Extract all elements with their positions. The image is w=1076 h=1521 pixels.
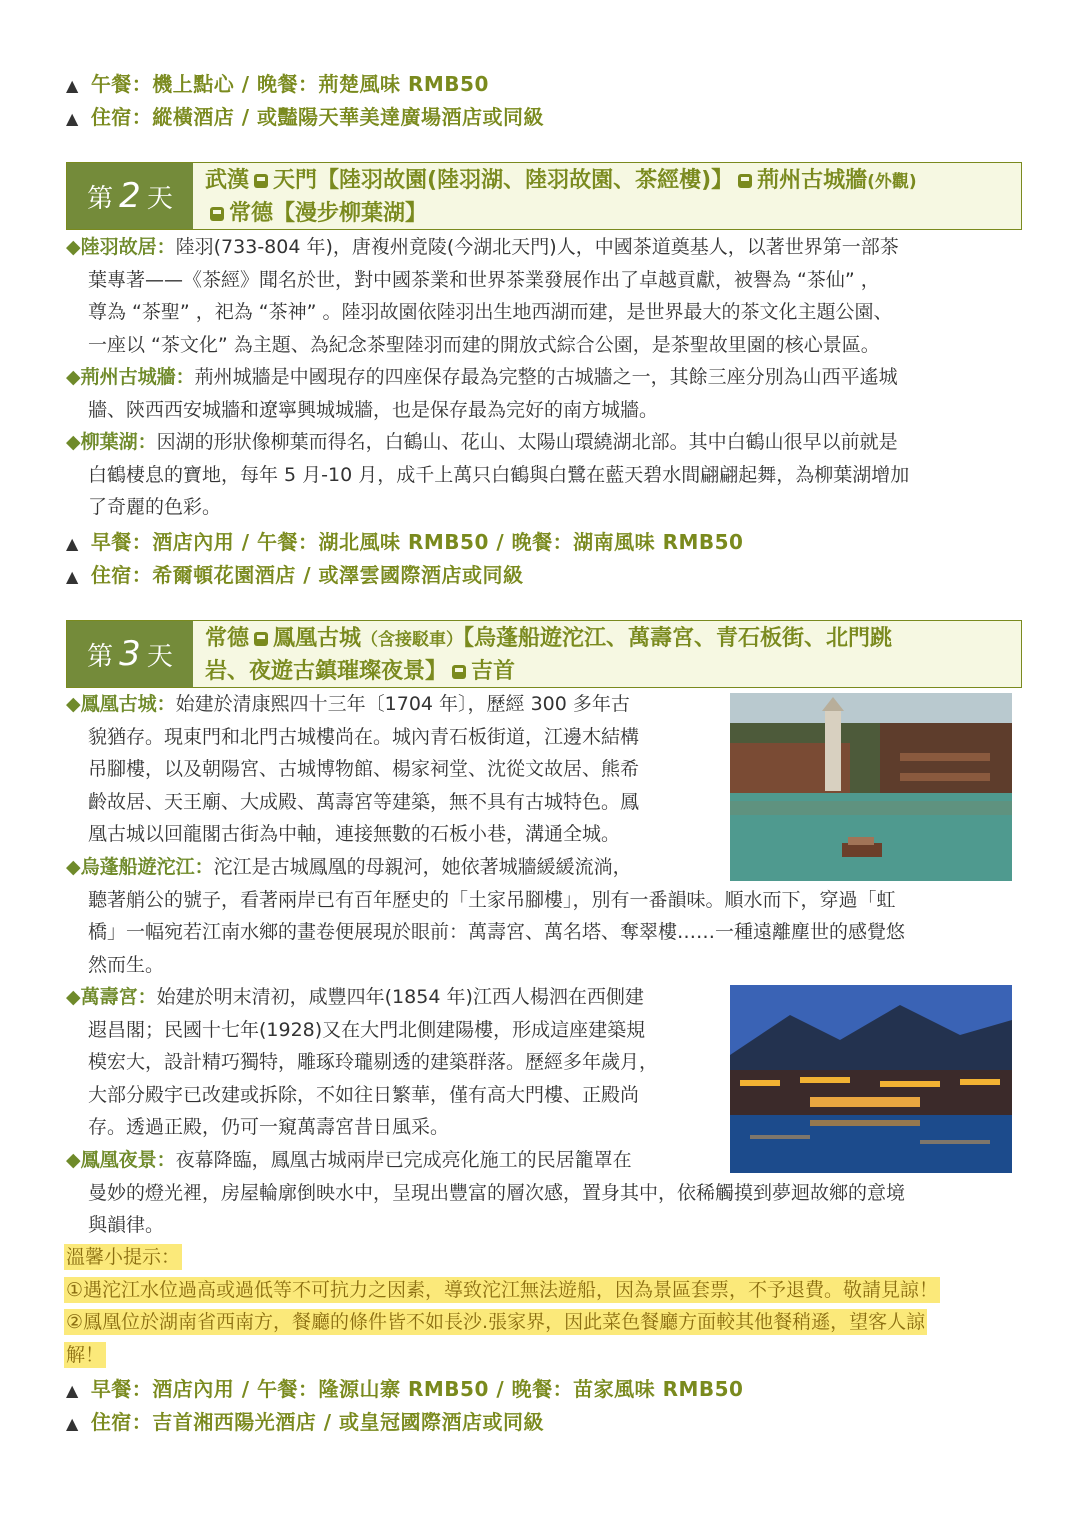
meal-line: ▲ 午餐：機上點心 / 晚餐：荊楚風味 RMB50 <box>66 72 489 96</box>
triangle-icon: ▲ <box>66 567 79 586</box>
bus-icon <box>254 632 268 646</box>
day2-title: 武漢 天門【陸羽故園(陸羽湖、陸羽故園、茶經樓)】 荊州古城牆(外觀) 常德【漫步柳葉湖】 <box>205 168 917 226</box>
diamond-icon: ◆ <box>66 431 81 453</box>
triangle-icon: ▲ <box>66 534 79 553</box>
day2-paragraph-luyu: ◆陸羽故居：陸羽(733-804 年)，唐複州竟陵(今湖北天門)人，中國茶道奠基人，以著世界第一部茶 葉專著——《茶經》聞名於世，對中國茶業和世界茶業發展作出了卓越貢獻，被譽為 “茶仙” ， 尊為 “茶聖” ，祀為 “茶神” 。陸羽故園依陸羽出生地西湖而建，是世界最大的茶文化主題公園、 一座以 “茶文化” 為主題、為紀念茶聖陸羽而建的開放式綜合公園，是茶聖故里園的核心景區。 <box>66 236 899 356</box>
day3-paragraph-fenghuang: ◆鳳凰古城：始建於清康熙四十三年〔1704 年〕，歷經 300 多年古 貌猶存。現東門和北門古城樓尚在。城內青石板街道，江邊木結構 吊腳樓，以及朝陽宮、古城博物館、楊家祠堂、沈從文故居、熊希 齡故居、天王廟、大成殿、萬壽宮等建築，無不具有古城特色。鳳 凰古城以回龍閣古街為中軸，連接無數的石板小巷，溝通全城。 <box>66 693 640 845</box>
triangle-icon: ▲ <box>66 76 79 95</box>
diamond-icon: ◆ <box>66 693 81 715</box>
bus-icon <box>210 207 224 221</box>
hotel-line: ▲ 住宿：吉首湘西陽光酒店 / 或皇冠國際酒店或同級 <box>66 1410 545 1434</box>
day3-paragraph-tuojiang: ◆烏蓬船遊沱江：沱江是古城鳳凰的母親河，她依著城牆緩緩流淌， 聽著艄公的號子，看著兩岸已有百年歷史的「土家吊腳樓」，別有一番韻味。順水而下，穿過「虹 橋」一幅宛若江南水鄉的畫卷便展現於眼前：萬壽宮、萬名塔、奪翠樓……一種遠離塵世的感覺悠 然而生。 <box>66 856 906 976</box>
triangle-icon: ▲ <box>66 1381 79 1400</box>
day3-paragraph-wanshou: ◆萬壽宮：始建於明末清初，咸豐四年(1854 年)江西人楊泗在西側建 遐昌閣；民國十七年(1928)又在大門北側建陽樓，形成這座建築規 模宏大，設計精巧獨特，雕琢玲瓏剔透的建築群落。歷經多年歲月， 大部分殿宇已改建或拆除，不如往日繁華，僅有高大門樓、正殿尚 存。透過正殿，仍可一窺萬壽宮昔日風采。 <box>66 986 659 1138</box>
day3-title: 常德 鳳凰古城（含接駁車）【烏蓬船遊沱江、萬壽宮、青石板街、北門跳 岩、夜遊古鎮璀璨夜景】 吉首 <box>205 626 893 684</box>
bus-icon <box>452 665 466 679</box>
day2-badge: 第 2 天 <box>67 163 193 229</box>
triangle-icon: ▲ <box>66 1414 79 1433</box>
hotel-line: ▲ 住宿：希爾頓花園酒店 / 或澤雲國際酒店或同級 <box>66 563 524 587</box>
bus-icon <box>738 174 752 188</box>
triangle-icon: ▲ <box>66 109 79 128</box>
day2-header <box>66 162 1022 230</box>
day3-paragraph-night: ◆鳳凰夜景：夜幕降臨，鳳凰古城兩岸已完成亮化施工的民居籠罩在 曼妙的燈光裡，房屋輪廓倒映水中，呈現出豐富的層次感，置身其中，依稀觸摸到夢迴故鄉的意境 與韻律。 <box>66 1149 906 1236</box>
tip-1: ①遇沱江水位過高或過低等不可抗力之因素，導致沱江無法遊船，因為景區套票，不予退費。敬請見諒！ <box>66 1278 939 1301</box>
bus-icon <box>254 174 268 188</box>
day3-header <box>66 620 1022 688</box>
meal-line: ▲ 早餐：酒店內用 / 午餐：隆源山寨 RMB50 / 晚餐：苗家風味 RMB50 <box>66 1377 744 1401</box>
diamond-icon: ◆ <box>66 366 81 388</box>
tip-2-cont: 解！ <box>66 1343 105 1366</box>
day2-paragraph-liuye: ◆柳葉湖：因湖的形狀像柳葉而得名，白鶴山、花山、太陽山環繞湖北部。其中白鶴山很早以前就是 白鶴棲息的寶地，每年 5 月-10 月，成千上萬只白鶴與白鷺在藍天碧水間翩翩起舞，為柳葉湖增加 了奇麗的色彩。 <box>66 431 910 518</box>
day3-badge: 第 3 天 <box>67 621 193 687</box>
diamond-icon: ◆ <box>66 856 81 878</box>
diamond-icon: ◆ <box>66 1149 81 1171</box>
day2-paragraph-jingzhou: ◆荊州古城牆：荊州城牆是中國現存的四座保存最為完整的古城牆之一，其餘三座分別為山西平遙城 牆、陝西西安城牆和遼寧興城城牆，也是保存最為完好的南方城牆。 <box>66 366 898 421</box>
diamond-icon: ◆ <box>66 986 81 1008</box>
tips-block <box>64 1241 1024 1371</box>
hotel-line: ▲ 住宿：縱橫酒店 / 或豔陽天華美達廣場酒店或同級 <box>66 105 545 129</box>
tips-title: 溫馨小提示： <box>66 1246 181 1268</box>
tip-2: ②鳳凰位於湖南省西南方，餐廳的條件皆不如長沙.張家界，因此菜色餐廳方面較其他餐稍遜，望客人諒 <box>66 1311 926 1333</box>
meal-line: ▲ 早餐：酒店內用 / 午餐：湖北風味 RMB50 / 晚餐：湖南風味 RMB50 <box>66 530 744 554</box>
diamond-icon: ◆ <box>66 236 81 258</box>
